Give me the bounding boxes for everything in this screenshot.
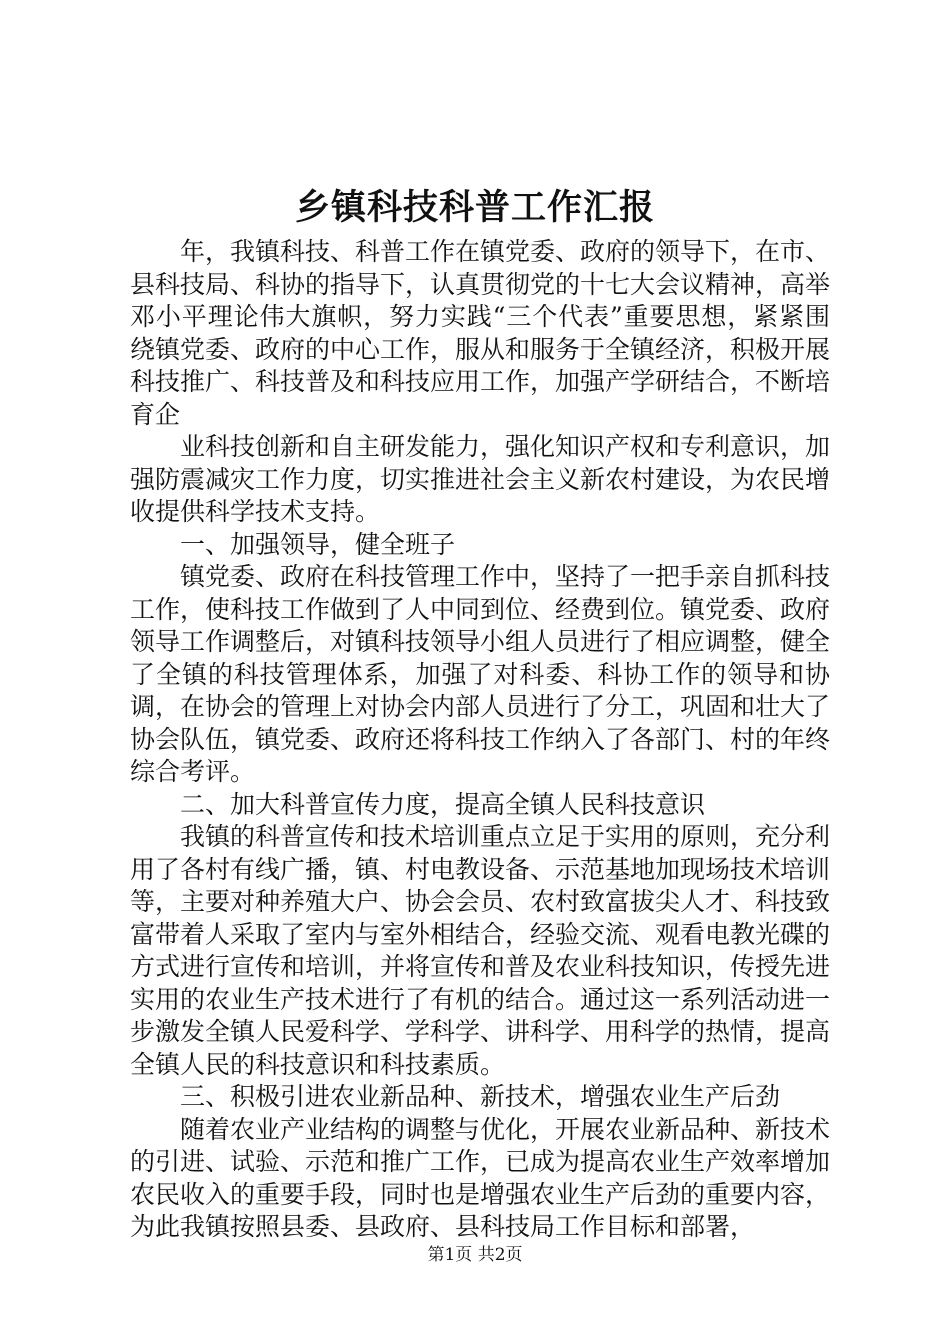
section-heading-2: 二、加大科普宣传力度，提高全镇人民科技意识 (180, 789, 706, 819)
paragraph-section-2: 我镇的科普宣传和技术培训重点立足于实用的原则，充分利用了各村有线广播，镇、村电教设备、示范基地加现场技术培训等，主要对种养殖大户、协会会员、农村致富拔尖人才、科技致富带着人采取了室内与室外相结合，经验交流、观看电教光碟的方式进行宣传和培训，并将宣传和普及农业科技知识，传授先进实用的农业生产技术进行了有机的结合。通过这一系列活动进一步激发全镇人民爱科学、学科学、讲科学、用科学的热情，提高全镇人民的科技意识和科技素质。 (130, 822, 831, 1079)
paragraph-intro-continued: 业科技创新和自主研发能力，强化知识产权和专利意识，加强防震减灾工作力度，切实推进社会主义新农村建设，为农民增收提供科学技术支持。 (130, 432, 831, 526)
section-heading-1: 一、加强领导，健全班子 (180, 529, 456, 559)
section-heading-3: 三、积极引进农业新品种、新技术，增强农业生产后劲 (180, 1082, 781, 1111)
paragraph-section-1: 镇党委、政府在科技管理工作中，坚持了一把手亲自抓科技工作，使科技工作做到了人中同到位、经费到位。镇党委、政府领导工作调整后，对镇科技领导小组人员进行了相应调整，健全了全镇的科技管理体系，加强了对科委、科协工作的领导和协调，在协会的管理上对协会内部人员进行了分工，巩固和壮大了协会队伍，镇党委、政府还将科技工作纳入了各部门、村的年终综合考评。 (130, 562, 831, 786)
paragraph-section-3: 随着农业产业结构的调整与优化，开展农业新品种、新技术的引进、试验、示范和推广工作，已成为提高农业生产效率增加农民收入的重要手段，同时也是增强农业生产后劲的重要内容，为此我镇按照县委、县政府、县科技局工作目标和部署， (130, 1114, 831, 1241)
document-body (130, 236, 830, 1244)
paragraph-intro: 年，我镇科技、科普工作在镇党委、政府的领导下，在市、县科技局、科协的指导下，认真贯彻党的十七大会议精神，高举邓小平理论伟大旗帜，努力实践“三个代表”重要思想，紧紧围绕镇党委、政府的中心工作，服从和服务于全镇经济，积极开展科技推广、科技普及和科技应用工作，加强产学研结合，不断培育企 (130, 237, 831, 429)
page-footer: 第1页 共2页 (427, 1245, 523, 1265)
document-title: 乡镇科技科普工作汇报 (294, 187, 655, 228)
